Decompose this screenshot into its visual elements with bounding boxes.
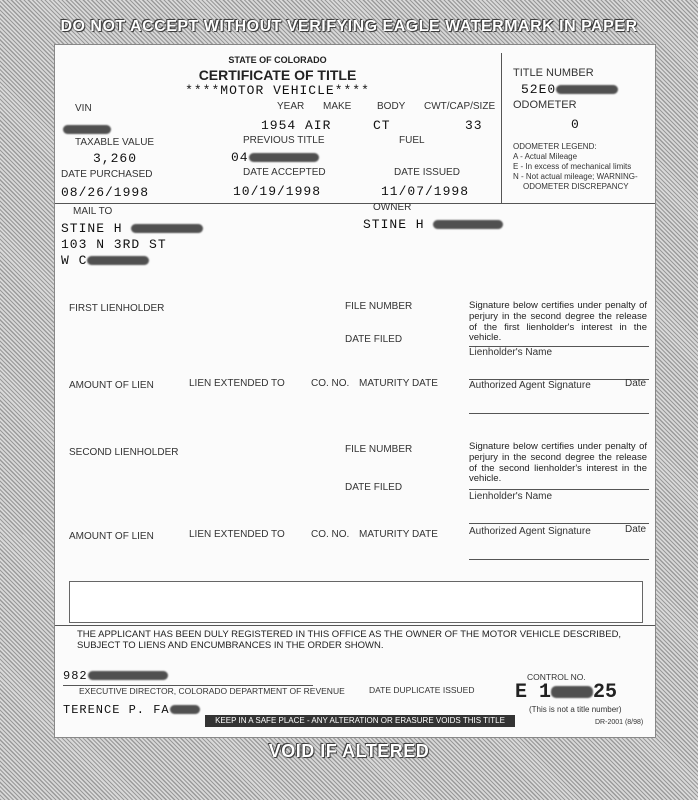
vin-label: VIN xyxy=(75,103,92,114)
second-lienholder-label: SECOND LIENHOLDER xyxy=(69,447,179,458)
state-label: STATE OF COLORADO xyxy=(228,55,327,65)
control-number-label: CONTROL NO. xyxy=(527,672,586,682)
second-lienholder-name-label: Lienholder's Name xyxy=(469,491,553,502)
body-value: CT xyxy=(373,118,391,133)
director-name: TERENCE P. FA xyxy=(63,703,200,717)
mail-street: 103 N 3RD ST xyxy=(61,237,167,252)
header-divider xyxy=(55,203,655,204)
second-date-line xyxy=(469,559,649,560)
second-amount-label: AMOUNT OF LIEN xyxy=(69,531,154,542)
odometer-value: 0 xyxy=(571,117,580,132)
taxable-value: 3,260 xyxy=(93,151,138,166)
keep-safe-banner: KEEP IN A SAFE PLACE - ANY ALTERATION OR ERASURE VOIDS THIS TITLE xyxy=(205,715,515,727)
first-extended-label: LIEN EXTENDED TO xyxy=(189,378,285,389)
first-agent-label: Authorized Agent Signature xyxy=(469,380,591,391)
vehicle-type: ****MOTOR VEHICLE**** xyxy=(185,83,370,98)
director-label: EXECUTIVE DIRECTOR, COLORADO DEPARTMENT OF REVENUE xyxy=(79,686,345,696)
not-title-number-note: (This is not a title number) xyxy=(529,705,622,714)
second-file-number-label: FILE NUMBER xyxy=(345,444,413,455)
second-lien-name-line xyxy=(469,489,649,490)
registration-statement: THE APPLICANT HAS BEEN DULY REGISTERED IN THIS OFFICE AS THE OWNER OF THE MOTOR VEHICLE DESCRIBED, SUBJECT TO LIENS AND ENCUMBRANCES IN THE ORDER SHOWN. xyxy=(77,629,622,651)
watermark-warning-banner: DO NOT ACCEPT WITHOUT VERIFYING EAGLE WATERMARK IN PAPER xyxy=(60,18,638,35)
cwt-label: CWT/CAP/SIZE xyxy=(424,101,496,112)
second-co-label: CO. NO. xyxy=(311,529,350,540)
first-file-number-label: FILE NUMBER xyxy=(345,301,413,312)
first-date-line xyxy=(469,413,649,414)
first-lien-release-text: Signature below certifies under penalty of perjury in the second degree the release of the first lienholder's interest in the vehicle. xyxy=(469,300,647,344)
first-date-filed-label: DATE FILED xyxy=(345,334,403,345)
date-issued-value: 11/07/1998 xyxy=(381,184,470,199)
form-number: DR-2001 (8/98) xyxy=(595,719,644,726)
year-label: YEAR xyxy=(277,101,305,112)
date-accepted-value: 10/19/1998 xyxy=(233,184,322,199)
second-maturity-label: MATURITY DATE xyxy=(359,529,438,540)
make-label: MAKE xyxy=(323,101,352,112)
first-amount-label: AMOUNT OF LIEN xyxy=(69,380,154,391)
previous-title-value: 04 xyxy=(231,150,319,165)
mail-to-label: MAIL TO xyxy=(73,206,113,217)
odometer-legend: ODOMETER LEGEND: A - Actual Mileage E - In excess of mechanical limits N - Not actual mileage; WARNING- ODOMETER DISCREPANCY xyxy=(513,142,638,191)
control-number-value: E 1 25 xyxy=(515,681,618,704)
first-date-label: Date xyxy=(625,378,647,389)
year-make-value: 1954 AIR xyxy=(261,118,332,133)
date-purchased-value: 08/26/1998 xyxy=(61,185,150,200)
title-number-label: TITLE NUMBER xyxy=(513,67,594,79)
owner-label: OWNER xyxy=(373,202,412,213)
first-maturity-label: MATURITY DATE xyxy=(359,378,438,389)
date-accepted-label: DATE ACCEPTED xyxy=(243,167,326,178)
second-agent-label: Authorized Agent Signature xyxy=(469,526,591,537)
owner-name: STINE H xyxy=(363,217,503,232)
title-number-value: 52E0 xyxy=(521,82,618,97)
mail-city-state: W C xyxy=(61,253,149,268)
footer-divider xyxy=(55,625,655,626)
first-lienholder-label: FIRST LIENHOLDER xyxy=(69,303,165,314)
date-purchased-label: DATE PURCHASED xyxy=(61,169,153,180)
duplicate-issued-label: DATE DUPLICATE ISSUED xyxy=(369,685,475,695)
certificate-body xyxy=(54,44,656,738)
void-if-altered-banner: VOID IF ALTERED xyxy=(268,741,430,761)
taxable-value-label: TAXABLE VALUE xyxy=(75,137,155,148)
executive-code: 982 xyxy=(63,669,168,683)
fuel-label: FUEL xyxy=(399,135,425,146)
date-issued-label: DATE ISSUED xyxy=(394,167,460,178)
previous-title-label: PREVIOUS TITLE xyxy=(243,135,325,146)
blank-annotation-box xyxy=(69,581,643,623)
mail-name: STINE H xyxy=(61,221,203,236)
document-title: CERTIFICATE OF TITLE xyxy=(198,67,357,83)
first-lienholder-name-label: Lienholder's Name xyxy=(469,347,553,358)
second-date-label: Date xyxy=(625,524,647,535)
second-date-filed-label: DATE FILED xyxy=(345,482,403,493)
body-label: BODY xyxy=(377,101,406,112)
odometer-label: ODOMETER xyxy=(513,99,577,111)
right-column-divider xyxy=(501,53,502,203)
second-agent-line xyxy=(469,523,649,524)
cwt-value: 33 xyxy=(465,118,483,133)
first-co-label: CO. NO. xyxy=(311,378,350,389)
second-lien-release-text: Signature below certifies under penalty of perjury in the second degree the release of the second lienholder's interest in the vehicle. xyxy=(469,441,647,485)
second-extended-label: LIEN EXTENDED TO xyxy=(189,529,285,540)
